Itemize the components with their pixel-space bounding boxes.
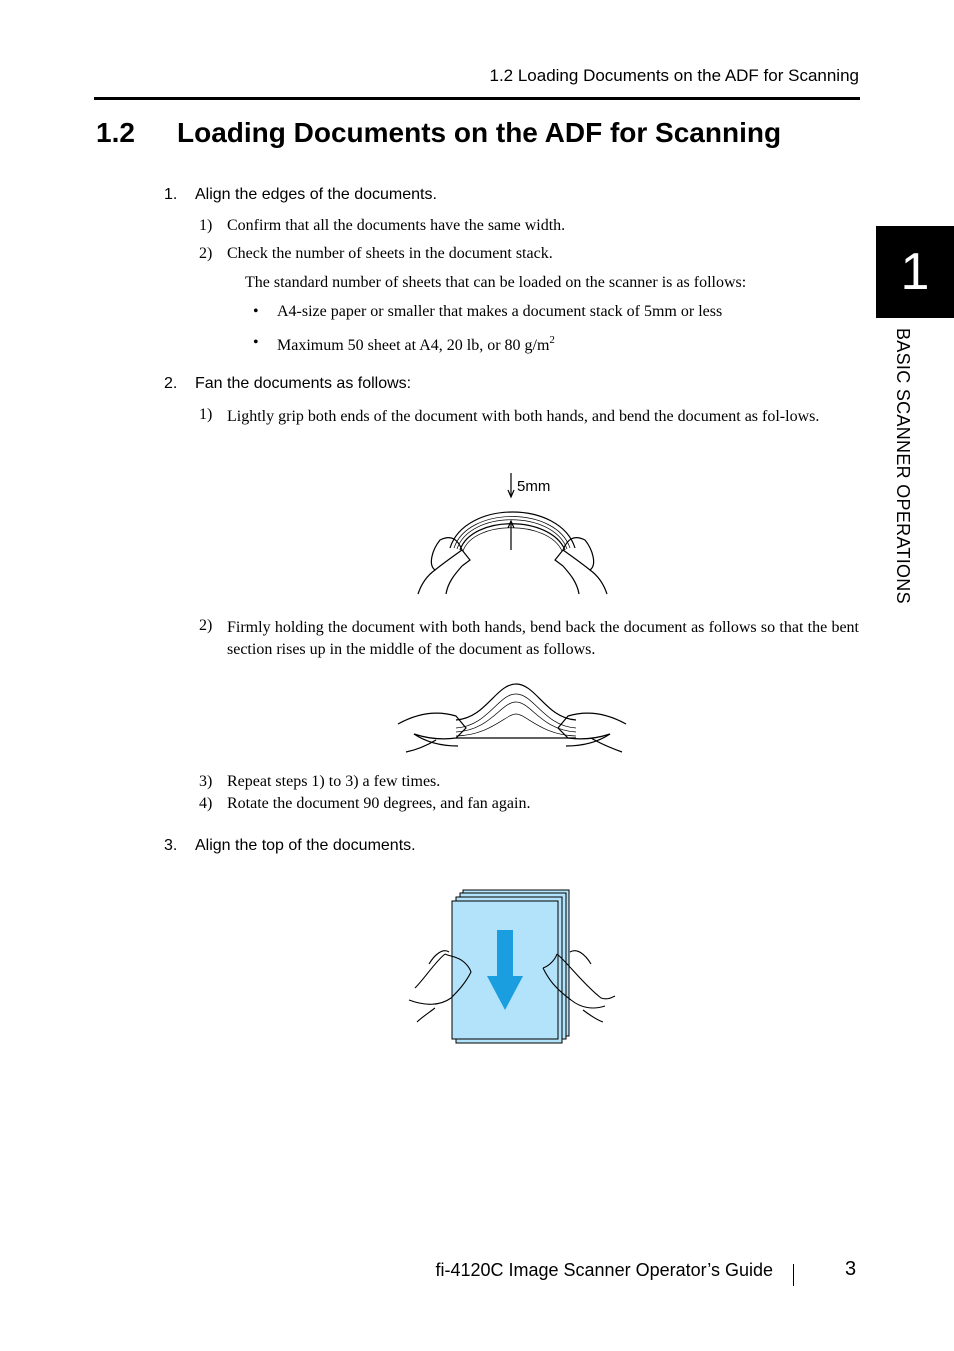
header-rule <box>94 97 860 100</box>
bend-up-illustration <box>410 470 620 600</box>
section-number: 1.2 <box>96 117 135 148</box>
substep-number: 3) <box>199 773 213 790</box>
substep-text: Check the number of sheets in the document stack. <box>227 245 553 262</box>
step-3-text: Align the top of the documents. <box>195 837 416 854</box>
bullet-text: A4-size paper or smaller that makes a document stack of 5mm or less <box>277 303 723 320</box>
section-title: Loading Documents on the ADF for Scanning <box>177 117 782 148</box>
footer-guide-title: fi-4120C Image Scanner Operator’s Guide <box>435 1260 773 1280</box>
substep-number: 1) <box>199 217 213 234</box>
substep-text: Repeat steps 1) to 3) a few times. <box>227 773 441 790</box>
substep-text: Rotate the document 90 degrees, and fan again. <box>227 795 531 812</box>
capacity-note: The standard number of sheets that can be loaded on the scanner is as follows: <box>245 274 747 291</box>
footer-divider <box>793 1264 794 1286</box>
step-1-number: 1. <box>164 186 178 203</box>
substep-number: 4) <box>199 795 213 812</box>
superscript: 2 <box>549 334 555 346</box>
substep-number: 1) <box>199 406 213 423</box>
bend-back-illustration <box>396 680 628 755</box>
bullet-dot: • <box>253 303 259 320</box>
chapter-title: BASIC SCANNER OPERATIONS <box>893 328 913 604</box>
step-2-number: 2. <box>164 375 178 392</box>
bullet-text: Maximum 50 sheet at A4, 20 lb, or 80 g/m <box>277 337 550 354</box>
substep-number: 2) <box>199 617 213 634</box>
running-head: 1.2 Loading Documents on the ADF for Scanning <box>489 66 859 85</box>
step-1-text: Align the edges of the documents. <box>195 186 437 203</box>
substep-text: Lightly grip both ends of the document with both hands, and bend the document as fol-lows. <box>227 408 820 425</box>
step-2-text: Fan the documents as follows: <box>195 375 412 392</box>
chapter-tab: 1 <box>876 226 954 318</box>
step-3-number: 3. <box>164 837 178 854</box>
substep-text: Confirm that all the documents have the same width. <box>227 217 566 234</box>
bullet-dot: • <box>253 334 259 351</box>
align-top-illustration <box>405 888 617 1043</box>
substep-number: 2) <box>199 245 213 262</box>
thickness-label: 5mm <box>517 478 551 495</box>
page-number: 3 <box>845 1258 857 1280</box>
substep-text: Firmly holding the document with both hands, bend back the document as follows so that the bent section rises up in the middle of the document as follows. <box>227 619 859 658</box>
